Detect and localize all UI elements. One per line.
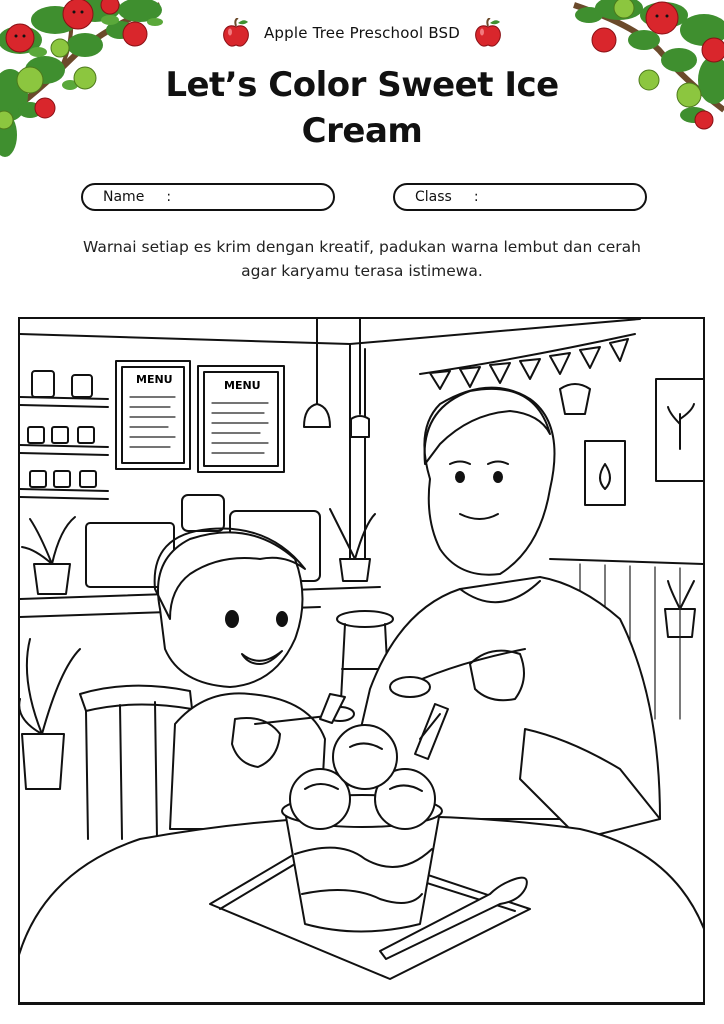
menu-board-right-title: MENU: [224, 379, 261, 392]
class-separator: :: [473, 189, 479, 205]
school-header: [0, 18, 724, 52]
class-field[interactable]: [393, 183, 647, 211]
apple-icon: [222, 18, 250, 48]
picture-frames: [560, 379, 703, 505]
apple-icon: [474, 18, 502, 48]
class-label: Class: [415, 189, 452, 205]
school-name: Apple Tree Preschool BSD: [263, 24, 461, 42]
name-label: Name: [103, 189, 145, 205]
page-title: Let’s Color Sweet Ice Cream: [165, 65, 559, 151]
menu-board-right: [198, 366, 284, 472]
menu-board-left-title: MENU: [136, 373, 173, 386]
name-separator: :: [166, 189, 172, 205]
coloring-illustration: [18, 317, 705, 1005]
cup-shelves: [20, 371, 108, 499]
name-field[interactable]: [81, 183, 335, 211]
menu-board-left: [116, 361, 190, 469]
instructions-text: Warnai setiap es krim dengan kreatif, padukan warna lembut dan cerah agar karyamu terasa istimewa.: [83, 238, 641, 280]
